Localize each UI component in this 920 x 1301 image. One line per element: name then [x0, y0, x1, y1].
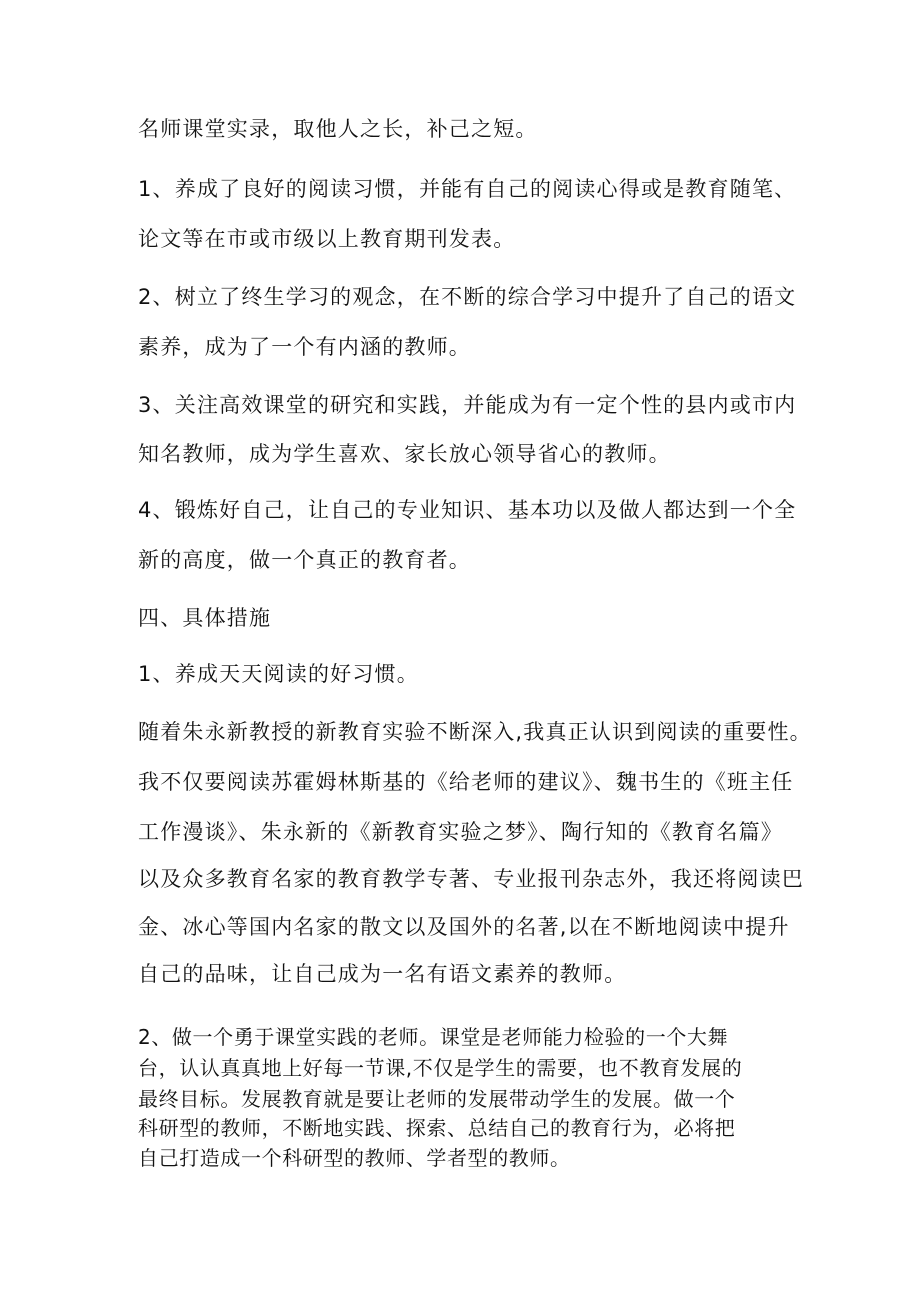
- text-line: 科研型的教师，不断地实践、探索、总结自己的教育行为，必将把: [138, 1116, 736, 1140]
- text-line: 1、养成天天阅读的好习惯。: [138, 662, 419, 686]
- text-line: 知名教师，成为学生喜欢、家长放心领导省心的教师。: [138, 442, 671, 466]
- text-line: 2、树立了终生学习的观念，在不断的综合学习中提升了自己的语文: [138, 285, 797, 309]
- text-line: 4、锻炼好自己，让自己的专业知识、基本功以及做人都达到一个全: [138, 498, 797, 522]
- text-line: 最终目标。发展教育就是要让老师的发展带动学生的发展。做一个: [138, 1087, 736, 1111]
- text-line: 1、养成了良好的阅读习惯，并能有自己的阅读心得或是教育随笔、: [138, 177, 797, 201]
- text-line: 工作漫谈》、朱永新的《新教育实验之梦》、陶行知的《教育名篇》: [138, 820, 783, 844]
- text-line: 素养，成为了一个有内涵的教师。: [138, 335, 471, 359]
- text-line: 台，认认真真地上好每一节课,不仅是学生的需要，也不教育发展的: [138, 1056, 743, 1080]
- text-line: 自己打造成一个科研型的教师、学者型的教师。: [138, 1146, 571, 1170]
- text-line: 2、做一个勇于课堂实践的老师。课堂是老师能力检验的一个大舞: [138, 1025, 729, 1049]
- text-line: 3、关注高效课堂的研究和实践，并能成为有一定个性的县内或市内: [138, 393, 797, 417]
- text-line: 新的高度，做一个真正的教育者。: [138, 548, 471, 572]
- text-line: 金、冰心等国内名家的散文以及国外的名著,以在不断地阅读中提升: [138, 915, 790, 939]
- section-heading: 四、具体措施: [138, 606, 272, 630]
- text-line: 我不仅要阅读苏霍姆林斯基的《给老师的建议》、魏书生的《班主任: [138, 770, 794, 794]
- text-line: 以及众多教育名家的教育教学专著、专业报刊杂志外，我还将阅读巴: [138, 867, 804, 891]
- text-line: 自己的品味，让自己成为一名有语文素养的教师。: [138, 962, 627, 986]
- text-line: 名师课堂实录，取他人之长，补己之短。: [138, 117, 538, 141]
- text-line: 随着朱永新教授的新教育实验不断深入,我真正认识到阅读的重要性。: [138, 720, 812, 744]
- text-line: 论文等在市或市级以上教育期刊发表。: [138, 227, 516, 251]
